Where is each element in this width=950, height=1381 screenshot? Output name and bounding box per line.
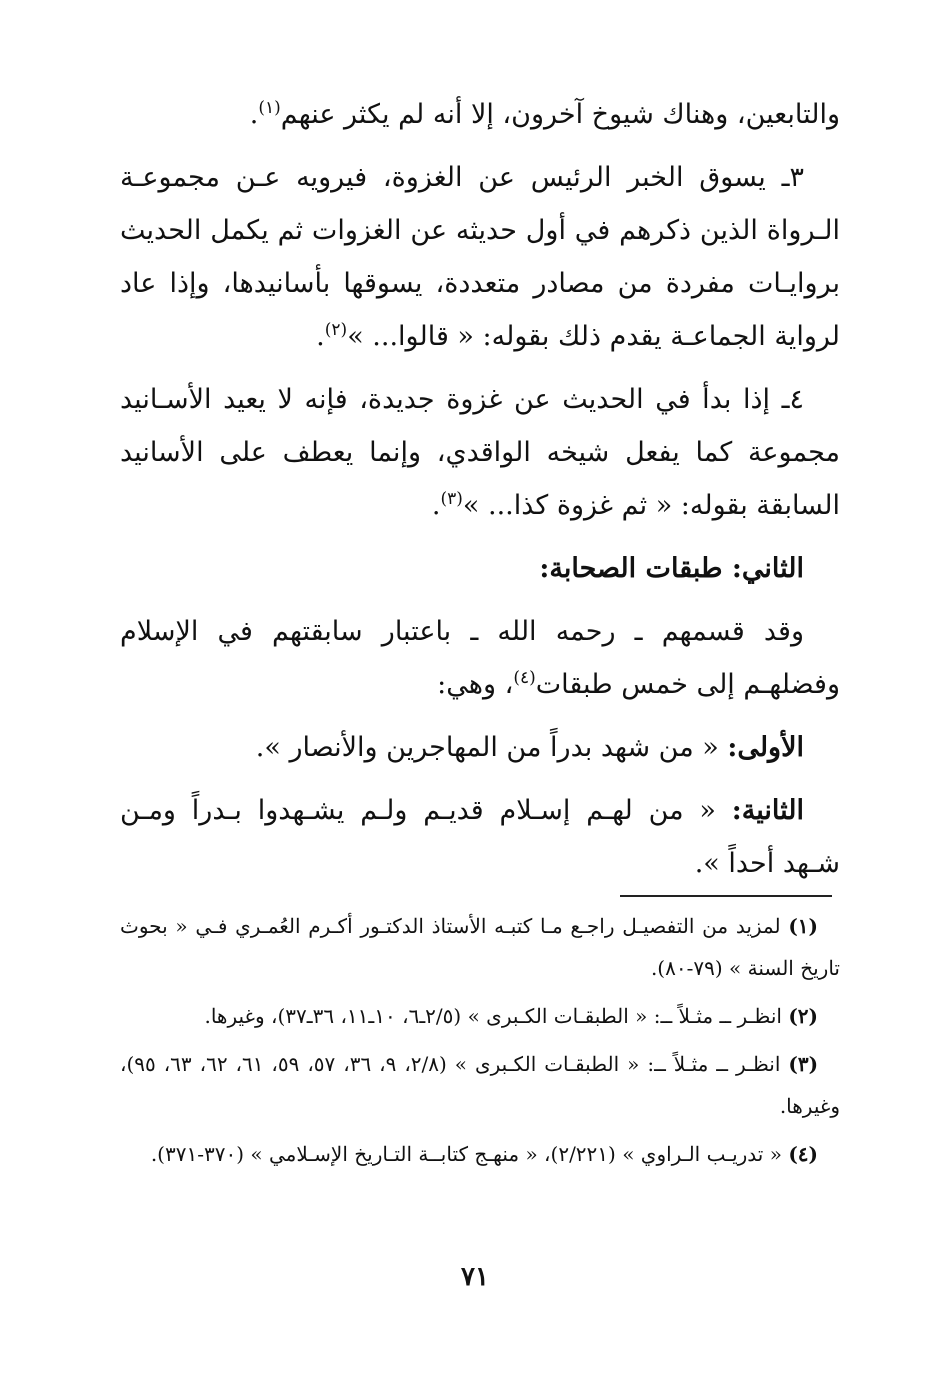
footnote-4-text: « تدريـب الـراوي » (٢/٢٢١)، « منهـج كتابــة التـاريخ الإسـلامي » (٣٧٠-٣٧١). [150, 1142, 789, 1166]
paragraph-4-end: ، وهي: [437, 669, 514, 700]
footnote-4-number: (٤) [788, 1142, 818, 1166]
footnote-3-text: انظـر ــ مثـلاً ــ: « الطبقـات الكـبرى » (٢/٨، ٩، ٣٦، ٥٧، ٥٩، ٦١، ٦٢، ٦٣، ٩٥)، وغيرها. [120, 1052, 840, 1118]
paragraph-2-end: . [316, 321, 325, 352]
footnote-3-number: (٣) [788, 1052, 819, 1076]
footnote-2-text: انظـر ــ مثـلاً ــ: « الطبقـات الكـبرى » (٢/٥ـ٦، ١٠ـ١١، ٣٦ـ٣٧)، وغيرها. [204, 1004, 789, 1028]
paragraph-4 [120, 605, 840, 711]
footnote-1-number: (١) [788, 914, 818, 938]
section-heading: الثاني: طبقات الصحابة: [539, 553, 804, 584]
paragraph-3 [120, 373, 840, 532]
footnote-ref-2[interactable]: (٢) [324, 320, 348, 340]
footnotes [120, 905, 840, 1181]
footnote-4 [120, 1133, 840, 1175]
page-number: ٧١ [461, 1262, 489, 1292]
class-second [120, 784, 840, 890]
footnote-ref-1[interactable]: (١) [258, 98, 281, 118]
footnote-ref-3[interactable]: (٣) [440, 489, 463, 509]
footnote-1-text: لمزيد من التفصيـل راجـع مـا كتبـه الأستاذ الدكتـور أكـرم العُمـري فـي « بحوث تاريخ السنة » (٧٩-٨٠). [120, 914, 840, 980]
paragraph-4-text: وقد قسمهم ـ رحمه الله ـ باعتبار سابقتهم في الإسلام وفضلهـم إلى خمس طبقات [120, 616, 840, 700]
main-text [120, 88, 840, 900]
footnote-ref-4[interactable]: (٤) [513, 668, 536, 688]
footnote-2 [120, 995, 840, 1037]
paragraph-3-end: . [431, 490, 441, 521]
class-second-label: الثانية: [731, 795, 804, 826]
paragraph-2-text: ٣ـ يسوق الخبر الرئيس عن الغزوة، فيرويه عـن مجموعـة الـرواة الذين ذكرهم في أول حديثه عن الغزوات ثم يكمل الحديث بروايـات مفردة من مصادر متعددة، يسوقها بأسانيدها، وإذا عاد لرواية الجماعـة يقدم ذلك بقوله: « قالوا... » [120, 162, 840, 352]
class-second-text: « من لهـم إسـلام قديـم ولـم يشـهدوا بـدراً ومـن شـهد أحداً ». [120, 795, 840, 879]
class-first-text: « من شهد بدراً من المهاجرين والأنصار ». [255, 732, 728, 763]
paragraph-2 [120, 151, 840, 363]
paragraph-3-text: ٤ـ إذا بدأ في الحديث عن غزوة جديدة، فإنه لا يعيد الأسـانيد مجموعة كما يفعل شيخه الواقدي، وإنما يعطف على الأسانيد السابقة بقوله: « ثم غزوة كذا... » [120, 384, 840, 521]
class-first [120, 721, 840, 774]
footnote-1 [120, 905, 840, 989]
paragraph-1-text: والتابعين، وهناك شيوخ آخرون، إلا أنه لم يكثر عنهم [280, 99, 840, 130]
footnote-3 [120, 1043, 840, 1127]
footnote-separator [620, 895, 832, 897]
paragraph-1 [120, 88, 840, 141]
paragraph-1-end: . [249, 99, 259, 130]
footnote-2-number: (٢) [788, 1004, 818, 1028]
class-first-label: الأولى: [727, 732, 804, 763]
